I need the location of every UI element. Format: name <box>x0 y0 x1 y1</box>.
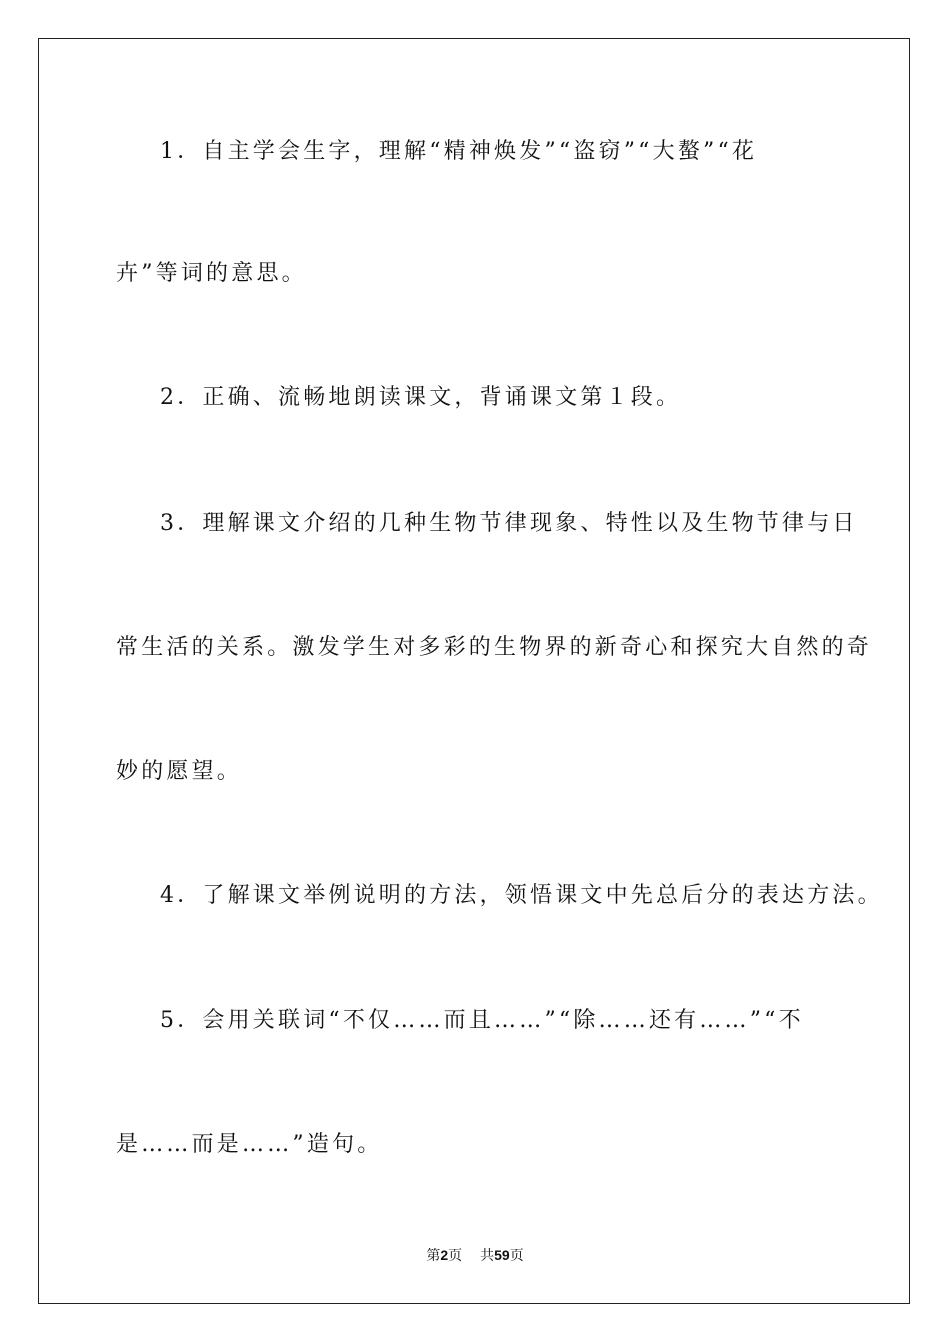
objective-4-line-1: 4．了解课文举例说明的方法，领悟课文中先总后分的表达方法。 <box>160 883 883 908</box>
page-footer <box>0 1246 950 1265</box>
objective-2-line-1: 2．正确、流畅地朗读课文，背诵课文第１段。 <box>160 385 682 410</box>
footer-page-total: 59 <box>494 1247 510 1263</box>
objective-3-line-2: 常生活的关系。激发学生对多彩的生物界的新奇心和探究大自然的奇 <box>116 635 873 660</box>
footer-total-unit: 页 <box>509 1248 524 1264</box>
footer-total-prefix: 共 <box>480 1248 495 1264</box>
footer-page-unit: 页 <box>448 1248 463 1264</box>
footer-page-prefix: 第 <box>426 1248 441 1264</box>
objective-5-line-2: 是……而是……”造句。 <box>116 1132 383 1157</box>
objective-1-line-1: 1．自主学会生字，理解“精神焕发”“盗窃”“大螯”“花 <box>160 139 758 164</box>
footer-page-current: 2 <box>440 1247 449 1263</box>
objective-1-line-2: 卉”等词的意思。 <box>116 261 307 286</box>
page-border <box>38 38 910 1304</box>
objective-3-line-1: 3．理解课文介绍的几种生物节律现象、特性以及生物节律与日 <box>160 511 858 536</box>
objective-5-line-1: 5．会用关联词“不仅……而且……”“除……还有……”“不 <box>160 1008 804 1033</box>
objective-3-line-3: 妙的愿望。 <box>116 759 243 784</box>
